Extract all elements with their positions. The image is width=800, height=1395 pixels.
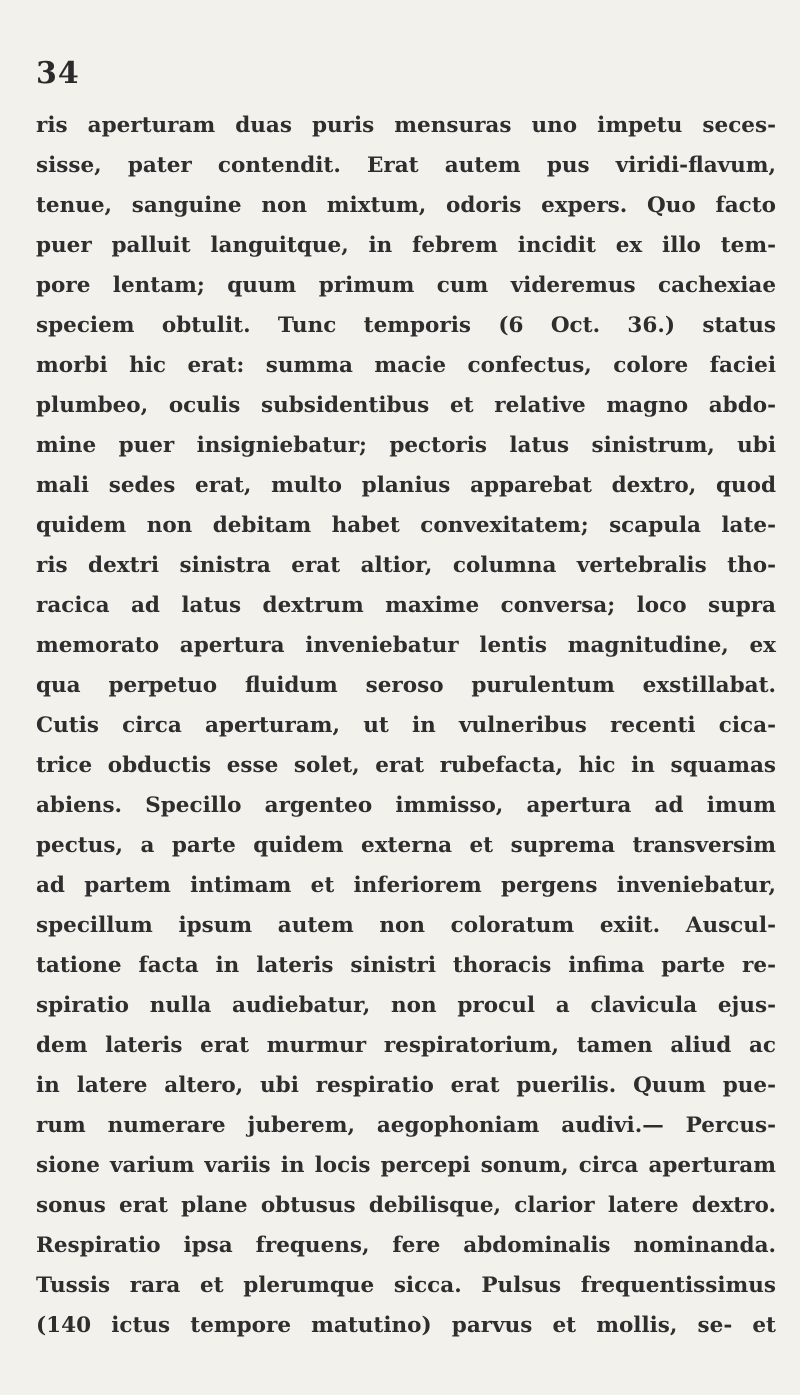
text-line-2: sisse, pater contendit. Erat autem pus viridi-flavum,: [36, 153, 776, 178]
text-line-9: mine puer insigniebatur; pectoris latus sinistrum, ubi: [36, 433, 776, 458]
text-line-25: in latere altero, ubi respiratio erat puerilis. Quum pue-: [36, 1073, 776, 1098]
page-number: 34: [36, 56, 80, 91]
text-line-12: ris dextri sinistra erat altior, columna vertebralis tho-: [36, 553, 776, 578]
text-line-19: pectus, a parte quidem externa et suprema transversim: [36, 833, 776, 858]
text-line-6: speciem obtulit. Tunc temporis (6 Oct. 36.) status: [36, 313, 776, 338]
text-line-5: pore lentam; quum primum cum videremus cachexiae: [36, 273, 776, 298]
text-line-8: plumbeo, oculis subsidentibus et relative magno abdo-: [36, 393, 776, 418]
text-line-21: specillum ipsum autem non coloratum exiit. Auscul-: [36, 913, 776, 938]
text-line-27: sione varium variis in locis percepi sonum, circa aperturam: [36, 1153, 776, 1178]
text-line-4: puer palluit languitque, in febrem incidit ex illo tem-: [36, 233, 776, 258]
text-line-26: rum numerare juberem, aegophoniam audivi.— Percus-: [36, 1113, 776, 1138]
text-line-22: tatione facta in lateris sinistri thoracis infima parte re-: [36, 953, 776, 978]
text-line-20: ad partem intimam et inferiorem pergens inveniebatur,: [36, 873, 776, 898]
text-line-11: quidem non debitam habet convexitatem; scapula late-: [36, 513, 776, 538]
text-line-30: Tussis rara et plerumque sicca. Pulsus frequentissimus: [36, 1273, 776, 1298]
text-line-28: sonus erat plane obtusus debilisque, clarior latere dextro.: [36, 1193, 776, 1218]
text-line-14: memorato apertura inveniebatur lentis magnitudine, ex: [36, 633, 776, 658]
text-line-31: (140 ictus tempore matutino) parvus et mollis, se- et: [36, 1313, 776, 1338]
text-line-29: Respiratio ipsa frequens, fere abdominalis nominanda.: [36, 1233, 776, 1258]
text-line-1: ris aperturam duas puris mensuras uno impetu seces-: [36, 113, 776, 138]
text-line-15: qua perpetuo fluidum seroso purulentum exstillabat.: [36, 673, 776, 698]
text-line-17: trice obductis esse solet, erat rubefacta, hic in squamas: [36, 753, 776, 778]
text-line-18: abiens. Specillo argenteo immisso, apertura ad imum: [36, 793, 776, 818]
text-line-24: dem lateris erat murmur respiratorium, tamen aliud ac: [36, 1033, 776, 1058]
text-line-23: spiratio nulla audiebatur, non procul a clavicula ejus-: [36, 993, 776, 1018]
text-line-7: morbi hic erat: summa macie confectus, colore faciei: [36, 353, 776, 378]
text-line-13: racica ad latus dextrum maxime conversa; loco supra: [36, 593, 776, 618]
text-line-10: mali sedes erat, multo planius apparebat dextro, quod: [36, 473, 776, 498]
text-line-3: tenue, sanguine non mixtum, odoris expers. Quo facto: [36, 193, 776, 218]
text-line-16: Cutis circa aperturam, ut in vulneribus recenti cica-: [36, 713, 776, 738]
